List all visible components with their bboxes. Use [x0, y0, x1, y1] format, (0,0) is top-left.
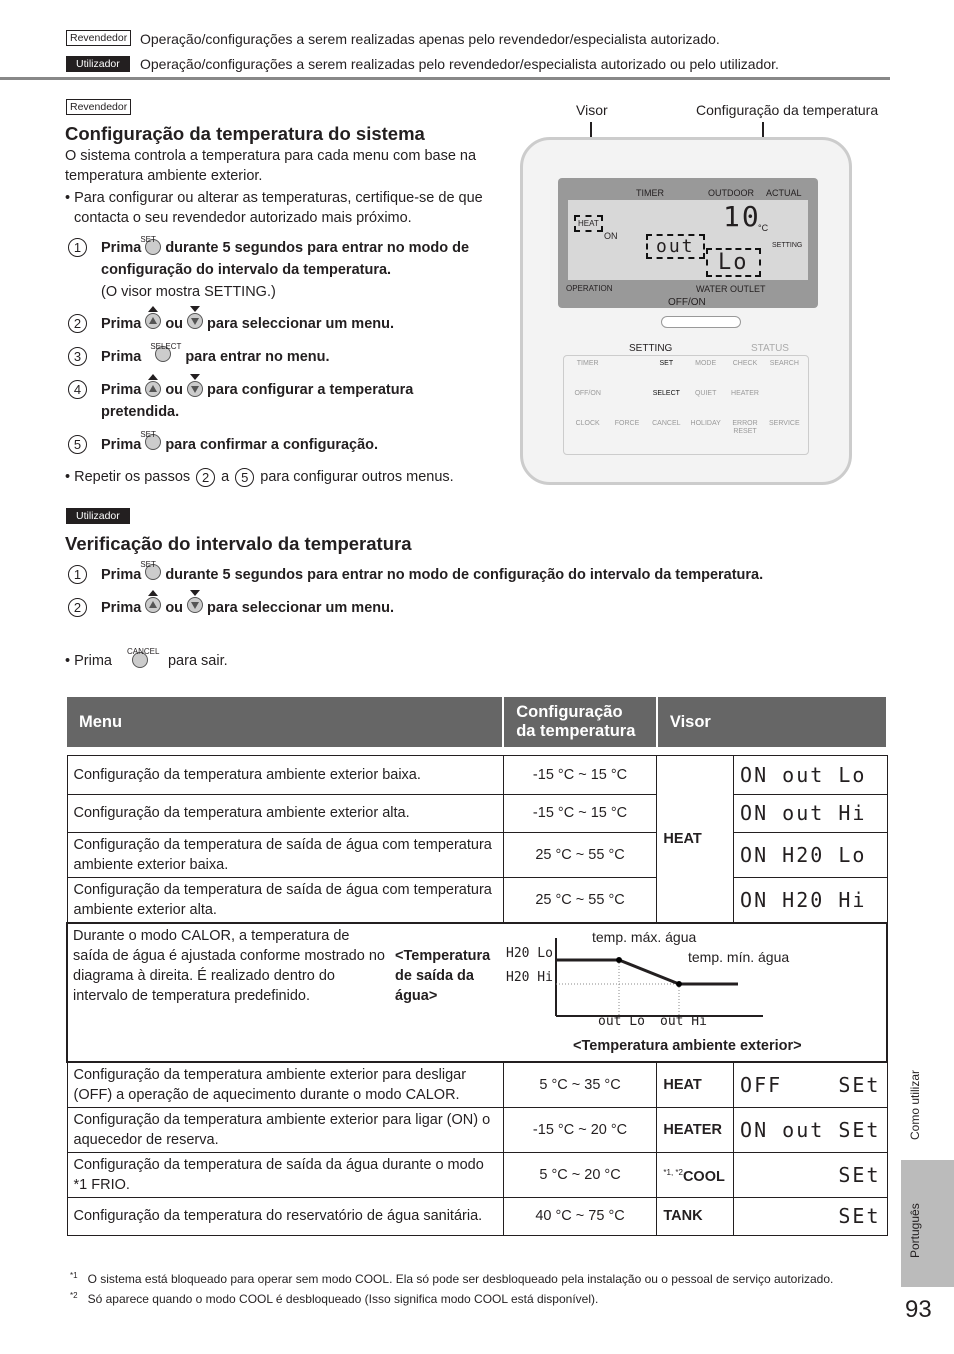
up-button-icon: [145, 313, 161, 329]
text: CLOCK: [575, 420, 600, 427]
error-reset-button[interactable]: ERROR RESET: [732, 420, 758, 435]
text: *1, *2: [663, 1167, 683, 1177]
diagram-ylabel: <Temperatura de saída da água>: [395, 947, 491, 1004]
repeat-note: [65, 467, 454, 487]
text: para seleccionar um menu.: [207, 600, 394, 616]
offon-button[interactable]: [661, 316, 741, 328]
text: Configuração da temperatura ambiente exterior alta.: [67, 794, 503, 832]
table-row: [67, 1062, 887, 1108]
set-button-icon: [140, 235, 161, 255]
step-text: Prima: [101, 240, 142, 256]
text: 1: [68, 565, 87, 584]
down-button-icon: [187, 313, 203, 329]
text: para seleccionar um menu.: [207, 316, 394, 332]
text: SET: [140, 560, 156, 569]
header-config: Configuração da temperatura: [503, 697, 657, 747]
text: ou: [165, 382, 184, 398]
step-2: [68, 313, 394, 335]
text: H20 Hi: [506, 969, 553, 985]
text: 5: [68, 435, 87, 454]
text: OUTDOOR: [708, 188, 754, 198]
text: Prima: [101, 316, 142, 332]
text: ON H20 Lo: [734, 832, 887, 877]
text: SET: [659, 360, 674, 367]
text: Configuração da temperatura ambiente exterior para ligar (ON) o aquecedor de reserva.: [67, 1107, 503, 1152]
dealer-text: Operação/configurações a serem realizadas apenas pelo revendedor/especialista autorizado.: [140, 31, 720, 47]
text: OFF/ON: [668, 297, 706, 308]
text: CANCEL: [126, 647, 160, 656]
text: • Repetir os passos: [65, 469, 191, 485]
text: TIMER: [636, 188, 664, 198]
text: temp. mín. água: [688, 948, 790, 965]
text: SERVICE: [769, 420, 800, 427]
table-row: [67, 794, 887, 832]
text: 5 °C ~ 35 °C: [503, 1062, 657, 1108]
text: para configurar outros menus.: [260, 469, 454, 485]
text: • Prima: [65, 653, 112, 669]
text: 4: [68, 380, 87, 399]
text: SEt: [734, 1197, 887, 1235]
text: SELECT: [150, 342, 182, 351]
text: -15 °C ~ 20 °C: [503, 1107, 657, 1152]
text: temp. máx. água: [592, 928, 697, 945]
down-button-icon: [187, 381, 203, 397]
section-label: Como utilizar: [908, 1069, 922, 1140]
down-button-icon: [187, 597, 203, 613]
table-row: [67, 1197, 887, 1235]
text: *2: [70, 1291, 78, 1300]
section-title: Configuração da temperatura do sistema: [65, 123, 425, 144]
text: HEAT: [657, 755, 734, 923]
user-text: Operação/configurações a serem realizadas pelo revendedor/especialista autorizado ou pelo utilizador.: [140, 56, 779, 72]
page-number: 93: [905, 1296, 932, 1323]
text: TIMER: [576, 360, 599, 367]
text: HEATER: [657, 1107, 734, 1152]
heat-indicator: HEAT: [574, 215, 603, 232]
text: 40 °C ~ 75 °C: [503, 1197, 657, 1235]
step-1: [68, 560, 764, 586]
section-title: Verificação do intervalo da temperatura: [65, 533, 412, 554]
text: ON out Lo: [734, 755, 887, 794]
text: 10: [723, 200, 761, 233]
dealer-tag: Revendedor: [66, 99, 131, 115]
set-button-icon: [140, 560, 161, 580]
table-row: [67, 1107, 887, 1152]
text: ON H20 Hi: [734, 877, 887, 923]
visor-label: Visor: [576, 102, 608, 118]
text: Prima: [101, 349, 142, 365]
text: para confirmar a configuração.: [165, 437, 379, 453]
text: SETTING: [629, 343, 673, 354]
text: SET: [140, 235, 156, 244]
text: Configuração da temperatura ambiente exterior baixa.: [67, 755, 503, 794]
language-label: Português: [908, 1203, 922, 1258]
step-3: [68, 342, 330, 368]
text: *1: [70, 1271, 78, 1280]
footnote-1: [70, 1271, 833, 1286]
step-4: [68, 379, 468, 423]
text: ON: [604, 231, 618, 241]
text: H20 Lo: [506, 945, 553, 961]
text: QUIET: [694, 390, 717, 397]
table-row: [67, 755, 887, 794]
header-visor: Visor: [657, 697, 887, 747]
text: out: [646, 234, 705, 259]
table-row: [67, 832, 887, 877]
text: O sistema está bloqueado para operar sem modo COOL. Ela só pode ser desbloqueado pela instalação ou o pessoal de serviço autorizado.: [87, 1272, 834, 1286]
text: OFF SEt: [734, 1062, 887, 1108]
text: ou: [165, 600, 184, 616]
diagram-text: Durante o modo CALOR, a temperatura de saída de água é ajustada conforme mostrado no diagrama à direita. É realizado dentro do intervalo de temperatura predefinido.: [73, 927, 385, 1004]
table-row: [67, 1152, 887, 1197]
lcd-panel: [558, 178, 818, 308]
text: para sair.: [167, 653, 228, 669]
footnote-2: [70, 1291, 598, 1306]
up-button-icon: [145, 381, 161, 397]
text: Configuração da temperatura de saída de água com temperatura ambiente exterior baixa.: [67, 832, 503, 877]
text: SET: [140, 430, 156, 439]
text: Só aparece quando o modo COOL é desbloqueado (Isso significa modo COOL está disponível).: [87, 1292, 599, 1306]
step-note: (O visor mostra SETTING.): [101, 284, 276, 300]
text: STATUS: [751, 343, 789, 354]
text: Configuração da temperatura ambiente exterior para desligar (OFF) a operação de aquecimento durante o modo CALOR.: [67, 1062, 503, 1108]
text: <Temperatura ambiente exterior>: [573, 1037, 802, 1054]
select-button-icon: [150, 342, 182, 362]
intro-text: O sistema controla a temperatura para cada menu com base na temperatura ambiente exterior.: [65, 148, 477, 184]
bullet-text: • Para configurar ou alterar as temperaturas, certifique-se de que contacta o seu revendedor autorizado mais próximo.: [65, 190, 483, 226]
text: 3: [68, 347, 87, 366]
exit-note: [65, 647, 228, 671]
text: MODE: [695, 360, 717, 367]
remote-controller: [520, 137, 852, 485]
text: Prima: [101, 567, 142, 583]
text: Prima: [101, 437, 142, 453]
text: TANK: [657, 1197, 734, 1235]
text: Configuração da temperatura de saída da água durante o modo *1 FRIO.: [67, 1152, 503, 1197]
text: HEATER: [731, 390, 759, 397]
config-label: Configuração da temperatura: [696, 102, 879, 118]
text: ACTUAL: [766, 188, 802, 198]
text: Prima: [101, 600, 142, 616]
set-button-icon: [140, 430, 161, 450]
text: out Hi: [660, 1013, 707, 1029]
text: SETTING: [772, 242, 803, 249]
text: COOL: [682, 1168, 725, 1185]
text: Lo: [706, 248, 761, 277]
text: 5 °C ~ 20 °C: [503, 1152, 657, 1197]
text: °C: [758, 223, 769, 233]
text: SEARCH: [769, 360, 799, 367]
user-tag: Utilizador: [66, 508, 130, 524]
text: SELECT: [652, 390, 680, 397]
text: 2: [68, 598, 87, 617]
cancel-button-icon: [126, 647, 160, 668]
text: WATER OUTLET: [696, 284, 766, 294]
text: durante 5 segundos para entrar no modo de configuração do intervalo da temperatura.: [165, 567, 764, 583]
dealer-tag: Revendedor: [66, 30, 131, 46]
text: ON out SEt: [734, 1107, 887, 1152]
text: Configuração da temperatura do reservatório de água sanitária.: [67, 1197, 503, 1235]
step-2: [68, 597, 394, 619]
text: 2: [68, 314, 87, 333]
text: para entrar no menu.: [185, 349, 330, 365]
diagram-row: [67, 923, 887, 1062]
step-1: [68, 237, 508, 303]
text: 25 °C ~ 55 °C: [503, 832, 657, 877]
step-number: 1: [68, 238, 87, 257]
settings-table: [66, 697, 888, 1236]
step-text: durante 5 segundos para entrar no modo de configuração do intervalo da temperatura.: [101, 240, 470, 278]
text: 25 °C ~ 55 °C: [503, 877, 657, 923]
text: ON out Hi: [734, 794, 887, 832]
text: -15 °C ~ 15 °C: [503, 794, 657, 832]
text: para configurar a temperatura pretendida.: [101, 382, 414, 420]
text: CHECK: [732, 360, 758, 367]
text: 5: [235, 468, 254, 487]
text: HEAT: [657, 1062, 734, 1108]
text: OPERATION: [566, 284, 613, 293]
text: OFF/ON: [574, 390, 601, 397]
user-tag: Utilizador: [66, 56, 130, 72]
up-button-icon: [145, 597, 161, 613]
text: -15 °C ~ 15 °C: [503, 755, 657, 794]
divider: [0, 77, 890, 80]
text: FORCE: [614, 420, 640, 427]
text: Prima: [101, 382, 142, 398]
text: SEt: [734, 1152, 887, 1197]
header-menu: Menu: [67, 697, 503, 747]
text: ou: [165, 316, 184, 332]
step-5: [68, 430, 379, 456]
text: HOLIDAY: [690, 420, 721, 427]
text: Configuração da temperatura de saída de água com temperatura ambiente exterior alta.: [67, 877, 503, 923]
text: 2: [196, 468, 215, 487]
text: a: [221, 469, 230, 485]
button-panel: [563, 355, 809, 455]
text: CANCEL: [652, 420, 681, 427]
table-row: [67, 877, 887, 923]
text: out Lo: [598, 1013, 645, 1029]
